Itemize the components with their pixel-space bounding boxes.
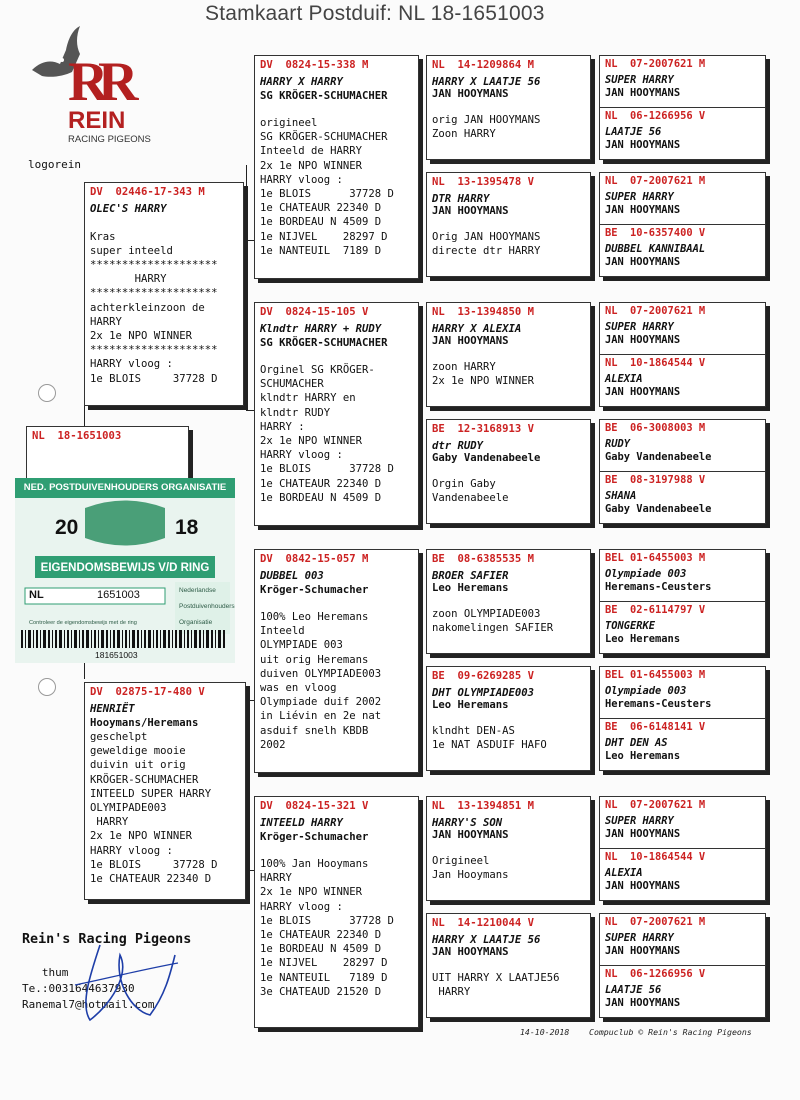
pigeon-name: dtr RUDY (432, 439, 484, 452)
pigeon-owner: Kröger-Schumacher (260, 830, 369, 843)
ggg-pair-box (599, 549, 766, 654)
pigeon-name: DHT OLYMPIADE003 (432, 686, 535, 699)
pigeon-owner: JAN HOOYMANS (605, 828, 681, 840)
great-grandparent-box (426, 172, 591, 277)
card-year-right: 18 (175, 516, 199, 539)
svg-text:R: R (98, 51, 139, 113)
pigeon-name: TONGERKE (605, 620, 656, 632)
ring-number: NL 14-1210044 V (432, 917, 535, 929)
pigeon-owner: SG KRÖGER-SCHUMACHER (260, 89, 388, 102)
pigeon-notes: orig JAN HOOYMANS Zoon HARRY (432, 113, 541, 140)
ring-number: NL 10-1864544 V (605, 851, 706, 863)
pigeon-owner: Leo Heremans (605, 750, 681, 762)
breeder-phone: Te.:0031644637930 (22, 982, 135, 995)
subject-box (26, 426, 189, 480)
ring-number: NL 13-1394851 M (432, 800, 535, 812)
ring-number: NL 13-1395478 V (432, 176, 535, 188)
pigeon-owner: SG KRÖGER-SCHUMACHER (260, 336, 388, 349)
great-grandparent-box (426, 913, 591, 1018)
card-barcode-number: 181651003 (95, 650, 138, 660)
pigeon-owner: JAN HOOYMANS (432, 829, 509, 842)
pigeon-owner: Gaby Vandenabeele (605, 503, 712, 515)
ring-number: BE 08-3197988 V (605, 474, 706, 486)
grandparent-box (254, 55, 419, 279)
ggg-pair-box (599, 666, 766, 771)
svg-text:REIN: REIN (68, 107, 126, 134)
pigeon-name: Klndtr HARRY + RUDY (260, 323, 382, 336)
ring-number: NL 07-2007621 M (605, 175, 706, 187)
pigeon-notes: geschelpt geweldige mooie duivin uit orig KRÖGER-SCHUMACHER INTEELD SUPER HARRY OLYMIPADE003 HARRY 2x 1e NPO WINNER HARRY vloog : 1e BLOIS 37728 D 1e CHATEAUR 22340 D (90, 730, 218, 885)
pigeon-owner: JAN HOOYMANS (605, 204, 681, 216)
connector-line (246, 870, 254, 871)
pigeon-name: ALEXIA (605, 867, 643, 879)
great-grandparent-box (426, 419, 591, 524)
pigeon-owner: JAN HOOYMANS (605, 386, 681, 398)
svg-text:R: R (68, 51, 109, 113)
ring-number: NL 10-1864544 V (605, 357, 706, 369)
card-side-labels: Nederlandse Postduivenhouders Organisatie (179, 587, 235, 626)
pigeon-owner: JAN HOOYMANS (432, 205, 509, 218)
grandparent-box (254, 796, 419, 1028)
great-grandparent-box (426, 666, 591, 771)
pigeon-name: DUBBEL KANNIBAAL (605, 243, 706, 255)
ring-number: NL 07-2007621 M (605, 799, 706, 811)
svg-text:RACING PIGEONS: RACING PIGEONS (68, 134, 151, 145)
pigeon-name: DTR HARRY (432, 192, 490, 205)
connector-line (246, 410, 254, 411)
breeder-email: Ranemal7@hotmail.com (22, 998, 155, 1011)
grandparent-box (254, 549, 419, 773)
breeder-city: thum (22, 966, 69, 979)
ring-number: BE 06-6148141 V (605, 721, 706, 733)
card-year-left: 20 (55, 516, 79, 539)
ownership-card (15, 478, 235, 663)
punch-hole-top (38, 384, 56, 402)
pigeon-name: ALEXIA (605, 373, 643, 385)
pigeon-owner: Heremans-Ceusters (605, 581, 712, 593)
great-grandparent-box (426, 302, 591, 407)
card-country: NL (29, 589, 44, 601)
punch-hole-bottom (38, 678, 56, 696)
ring-number: BE 12-3168913 V (432, 423, 535, 435)
sire-box (84, 182, 244, 406)
pigeon-name: SHANA (605, 490, 637, 502)
pigeon-notes: 100% Jan Hooymans HARRY 2x 1e NPO WINNER HARRY vloog : 1e BLOIS 37728 D 1e CHATEAUR 22340 D 1e BORDEAU N 4509 D 1e NIJVEL 28297 D 1e NANTEUIL 7189 D 3e CHATEAUD 21520 D (260, 857, 394, 998)
pigeon-owner: JAN HOOYMANS (605, 945, 681, 957)
pigeon-name: SUPER HARRY (605, 932, 674, 944)
pigeon-owner: JAN HOOYMANS (432, 335, 509, 348)
card-org: NED. POSTDUIVENHOUDERS ORGANISATIE (15, 478, 235, 498)
grandparent-box (254, 302, 419, 526)
ggg-pair-box (599, 796, 766, 901)
pigeon-name: Olympiade 003 (605, 685, 687, 697)
logo-caption: logorein (28, 158, 81, 171)
pigeon-owner: JAN HOOYMANS (432, 88, 509, 101)
pigeon-owner: Gaby Vandenabeele (432, 452, 541, 465)
pigeon-name: HARRY'S SON (432, 816, 503, 829)
card-fine-print: Controleer de eigendomsbewijs met de ring (29, 620, 137, 626)
pigeon-notes: Origineel Jan Hooymans (432, 854, 509, 881)
ring-number: DV 0824-15-338 M (260, 59, 369, 71)
great-grandparent-box (426, 796, 591, 901)
pigeon-notes: zoon HARRY 2x 1e NPO WINNER (432, 360, 535, 387)
ggg-pair-box (599, 55, 766, 160)
pigeon-name: LAATJE 56 (605, 984, 662, 996)
pigeon-owner: Gaby Vandenabeele (605, 451, 712, 463)
ggg-pair-box (599, 172, 766, 277)
pigeon-notes: UIT HARRY X LAATJE56 HARRY (432, 971, 560, 998)
pigeon-name: RUDY (605, 438, 631, 450)
pigeon-logo-icon (22, 20, 162, 150)
ring-number: DV 0842-15-057 M (260, 553, 369, 565)
ring-number: NL 13-1394850 M (432, 306, 535, 318)
card-art (15, 498, 235, 663)
ring-number: BE 02-6114797 V (605, 604, 706, 616)
pigeon-name: LAATJE 56 (605, 126, 662, 138)
ring-number: NL 07-2007621 M (605, 305, 706, 317)
ring-number: BE 10-6357400 V (605, 227, 706, 239)
pigeon-name: DUBBEL 003 (260, 570, 324, 583)
printed-by: 14-10-2018 Compuclub © Rein's Racing Pigeons (520, 1027, 752, 1037)
pigeon-name: Olympiade 003 (605, 568, 687, 580)
pigeon-owner: Leo Heremans (432, 699, 509, 712)
great-grandparent-box (426, 55, 591, 160)
breeder-name: Rein's Racing Pigeons (22, 932, 192, 947)
pigeon-name: DHT DEN AS (605, 737, 668, 749)
pigeon-name: HARRY X HARRY (260, 76, 343, 89)
connector-line (246, 690, 247, 870)
ring-number: NL 18-1651003 (32, 430, 122, 442)
ggg-pair-box (599, 302, 766, 407)
ring-number: DV 02446-17-343 M (90, 186, 205, 198)
pigeon-name: SUPER HARRY (605, 191, 674, 203)
ring-number: DV 02875-17-480 V (90, 686, 205, 698)
ring-number: NL 06-1266956 V (605, 110, 706, 122)
ring-number: NL 06-1266956 V (605, 968, 706, 980)
ring-number: BE 08-6385535 M (432, 553, 535, 565)
ring-number: BE 06-3008003 M (605, 422, 706, 434)
card-banner: EIGENDOMSBEWIJS V/D RING (40, 562, 210, 574)
pigeon-name: SUPER HARRY (605, 74, 674, 86)
ring-number: NL 07-2007621 M (605, 58, 706, 70)
pigeon-owner: JAN HOOYMANS (605, 139, 681, 151)
pigeon-notes: origineel SG KRÖGER-SCHUMACHER Inteeld de HARRY 2x 1e NPO WINNER HARRY vloog : 1e BLOIS 37728 D 1e CHATEAUR 22340 D 1e BORDEAU N 4509 D 1e NIJVEL 28297 D 1e NANTEUIL 7189 D (260, 116, 394, 257)
pigeon-owner: Leo Heremans (605, 633, 681, 645)
ring-number: DV 0824-15-321 V (260, 800, 369, 812)
page-title: Stamkaart Postduif: NL 18-1651003 (205, 2, 545, 25)
pigeon-notes: Orgin Gaby Vandenabeele (432, 477, 509, 504)
pigeon-owner: JAN HOOYMANS (605, 997, 681, 1009)
pigeon-owner: JAN HOOYMANS (605, 334, 681, 346)
connector-line (246, 240, 254, 241)
pigeon-owner: JAN HOOYMANS (605, 256, 681, 268)
ring-number: NL 14-1209864 M (432, 59, 535, 71)
pigeon-notes: Kras super inteeld ******************** HARRY ******************** achterkleinzoon de HARRY 2x 1e NPO WINNER ******************** HARRY vloog : 1e BLOIS 37728 D (90, 230, 218, 385)
ring-number: NL 07-2007621 M (605, 916, 706, 928)
pigeon-name: OLEC'S HARRY (90, 203, 167, 216)
pigeon-owner: Kröger-Schumacher (260, 583, 369, 596)
connector-line (246, 700, 254, 701)
pigeon-notes: klndht DEN-AS 1e NAT ASDUIF HAFO (432, 724, 547, 751)
pigeon-notes: 100% Leo Heremans Inteeld OLYMPIADE 003 uit orig Heremans duiven OLYMPIADE003 was en vloog Olympiade duif 2002 in Liévin en 2e nat asduif snelh KBDB 2002 (260, 610, 382, 751)
signature-scribble (70, 935, 180, 1030)
pigeon-name: INTEELD HARRY (260, 817, 343, 830)
ring-number: BEL 01-6455003 M (605, 669, 706, 681)
great-grandparent-box (426, 549, 591, 654)
ring-number: BEL 01-6455003 M (605, 552, 706, 564)
pigeon-owner: JAN HOOYMANS (605, 880, 681, 892)
pigeon-owner: JAN HOOYMANS (605, 87, 681, 99)
pigeon-notes: Orig JAN HOOYMANS directe dtr HARRY (432, 230, 541, 257)
pigeon-name: HARRY X ALEXIA (432, 322, 522, 335)
pigeon-owner: Hooymans/Heremans (90, 716, 199, 729)
card-number: 1651003 (97, 589, 140, 601)
pigeon-owner: Heremans-Ceusters (605, 698, 712, 710)
dam-box (84, 682, 246, 900)
pigeon-name: HARRY X LAATJE 56 (432, 933, 541, 946)
ggg-pair-box (599, 419, 766, 524)
pigeon-notes: zoon OLYMPIADE003 nakomelingen SAFIER (432, 607, 554, 634)
ggg-pair-box (599, 913, 766, 1018)
pigeon-name: HARRY X LAATJE 56 (432, 75, 541, 88)
pigeon-owner: JAN HOOYMANS (432, 946, 509, 959)
pigeon-name: HENRIËT (90, 703, 135, 716)
pigeon-owner: Leo Heremans (432, 582, 509, 595)
pigeon-name: BROER SAFIER (432, 569, 509, 582)
pigeon-name: SUPER HARRY (605, 815, 674, 827)
connector-line (246, 165, 247, 333)
ring-number: DV 0824-15-105 V (260, 306, 369, 318)
pigeon-name: SUPER HARRY (605, 321, 674, 333)
rein-logo (22, 20, 162, 150)
pigeon-notes: Orginel SG KRÖGER- SCHUMACHER klndtr HARRY en klndtr RUDY HARRY : 2x 1e NPO WINNER HARRY vloog : 1e BLOIS 37728 D 1e CHATEAUR 22340 D 1e BORDEAU N 4509 D (260, 363, 394, 504)
ring-number: BE 09-6269285 V (432, 670, 535, 682)
